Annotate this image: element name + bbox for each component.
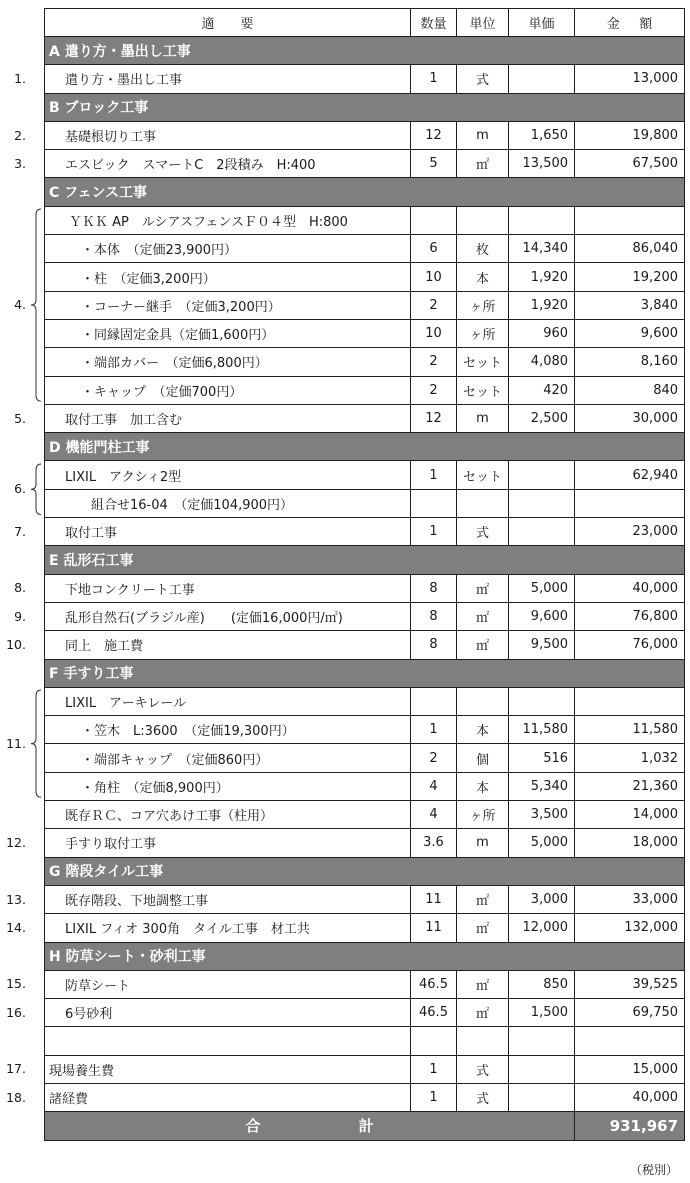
left-brace: [29, 689, 43, 798]
item-quantity: 8: [411, 631, 457, 659]
item-unit: m: [457, 404, 509, 432]
item-amount: 76,800: [575, 602, 685, 630]
item-quantity: 4: [411, 772, 457, 800]
table-row: [45, 829, 685, 857]
blank-cell: [575, 1027, 685, 1055]
item-amount: 62,940: [575, 461, 685, 489]
item-unit-price: [509, 1083, 575, 1111]
item-description: ・コーナー継手 （定価3,200円）: [45, 291, 411, 319]
table-row: [45, 687, 685, 715]
section-header-row: [45, 659, 685, 687]
table-row: [45, 319, 685, 347]
item-description: 手すり取付工事: [45, 829, 411, 857]
table-row: [45, 518, 685, 546]
total-row: [45, 1112, 685, 1140]
header-row: [45, 9, 685, 37]
item-amount: [575, 489, 685, 517]
row-number: 9.: [14, 608, 26, 624]
total-amount: 931,967: [575, 1112, 685, 1140]
item-unit: 式: [457, 1083, 509, 1111]
table-row: [45, 65, 685, 93]
item-amount: 23,000: [575, 518, 685, 546]
item-unit-price: 2,500: [509, 404, 575, 432]
item-unit-price: 5,000: [509, 829, 575, 857]
item-quantity: 4: [411, 801, 457, 829]
item-description: 現場養生費: [45, 1055, 411, 1083]
item-unit-price: [509, 518, 575, 546]
table-row: [45, 376, 685, 404]
item-unit-price: 1,650: [509, 121, 575, 149]
row-number: 5.: [14, 410, 26, 426]
item-quantity: 1: [411, 461, 457, 489]
item-quantity: 8: [411, 574, 457, 602]
section-header-row: [45, 433, 685, 461]
item-description: ・端部カバー （定価6,800円）: [45, 348, 411, 376]
table-row: [45, 235, 685, 263]
item-amount: 1,032: [575, 744, 685, 772]
item-unit: 個: [457, 744, 509, 772]
item-quantity: 2: [411, 744, 457, 772]
item-unit-price: 1,500: [509, 999, 575, 1027]
total-label-1: 合: [245, 1117, 261, 1136]
item-description: 取付工事 加工含む: [45, 404, 411, 432]
item-unit: ㎡: [457, 602, 509, 630]
table-row: [45, 121, 685, 149]
item-description: 取付工事: [45, 518, 411, 546]
blank-cell: [45, 1027, 411, 1055]
table-row: [45, 885, 685, 913]
item-amount: [575, 687, 685, 715]
row-number: 1.: [14, 70, 26, 86]
item-amount: 3,840: [575, 291, 685, 319]
item-unit: 式: [457, 65, 509, 93]
table-row: [45, 631, 685, 659]
item-quantity: 1: [411, 716, 457, 744]
item-amount: [575, 206, 685, 234]
section-title: H 防草シート・砂利工事: [45, 942, 685, 970]
item-amount: 19,200: [575, 263, 685, 291]
item-unit-price: 11,580: [509, 716, 575, 744]
item-unit: 本: [457, 772, 509, 800]
item-amount: 14,000: [575, 801, 685, 829]
item-amount: 132,000: [575, 914, 685, 942]
item-unit-price: 5,000: [509, 574, 575, 602]
table-row: [45, 404, 685, 432]
section-title: G 階段タイル工事: [45, 857, 685, 885]
item-amount: 18,000: [575, 829, 685, 857]
item-description: LIXIL フィオ 300角 タイル工事 材工共: [45, 914, 411, 942]
item-unit-price: 5,340: [509, 772, 575, 800]
item-unit-price: [509, 461, 575, 489]
row-number: 4.: [14, 297, 26, 313]
table-row: [45, 150, 685, 178]
row-number: 18.: [6, 1089, 26, 1105]
row-number: 17.: [6, 1061, 26, 1077]
col-header-unit: 単位: [457, 9, 509, 37]
item-quantity: 46.5: [411, 999, 457, 1027]
item-unit: ㎡: [457, 150, 509, 178]
item-unit-price: 4,080: [509, 348, 575, 376]
item-description: ・本体 （定価23,900円）: [45, 235, 411, 263]
section-header-row: [45, 37, 685, 65]
item-quantity: 1: [411, 1055, 457, 1083]
table-row: [45, 999, 685, 1027]
item-unit: ヶ所: [457, 291, 509, 319]
item-description: ・笠木 L:3600 （定価19,300円）: [45, 716, 411, 744]
item-unit-price: [509, 687, 575, 715]
item-unit-price: 516: [509, 744, 575, 772]
item-quantity: 46.5: [411, 970, 457, 998]
item-quantity: 2: [411, 291, 457, 319]
item-quantity: 10: [411, 263, 457, 291]
col-header-amount: 金額: [575, 9, 685, 37]
item-description: 既存階段、下地調整工事: [45, 885, 411, 913]
item-unit: ヶ所: [457, 801, 509, 829]
item-quantity: 1: [411, 65, 457, 93]
item-unit-price: [509, 489, 575, 517]
section-header-row: [45, 942, 685, 970]
item-unit-price: [509, 206, 575, 234]
item-quantity: 12: [411, 121, 457, 149]
item-amount: 39,525: [575, 970, 685, 998]
item-unit: ヶ所: [457, 319, 509, 347]
item-amount: 40,000: [575, 1083, 685, 1111]
item-description: エスビック スマートC 2段積み H:400: [45, 150, 411, 178]
item-description: LIXIL アーキレール: [45, 687, 411, 715]
item-quantity: [411, 687, 457, 715]
item-unit-price: 960: [509, 319, 575, 347]
section-title: F 手すり工事: [45, 659, 685, 687]
item-unit: ㎡: [457, 970, 509, 998]
item-description: 基礎根切り工事: [45, 121, 411, 149]
table-row: [45, 461, 685, 489]
item-amount: 840: [575, 376, 685, 404]
section-header-row: [45, 857, 685, 885]
item-amount: 67,500: [575, 150, 685, 178]
item-description: 下地コンクリート工事: [45, 574, 411, 602]
item-unit-price: 3,500: [509, 801, 575, 829]
item-unit: 本: [457, 263, 509, 291]
item-amount: 8,160: [575, 348, 685, 376]
table-row: [45, 744, 685, 772]
item-description: ・角柱 （定価8,900円）: [45, 772, 411, 800]
row-number: 16.: [6, 1004, 26, 1020]
blank-cell: [509, 1027, 575, 1055]
item-unit: セット: [457, 461, 509, 489]
item-amount: 33,000: [575, 885, 685, 913]
item-amount: 11,580: [575, 716, 685, 744]
item-description: ＹＫＫ AP ルシアスフェンスＦ０４型 H:800: [45, 206, 411, 234]
table-row: [45, 970, 685, 998]
table-row: [45, 1055, 685, 1083]
item-unit-price: 1,920: [509, 291, 575, 319]
table-row: [45, 263, 685, 291]
item-unit-price: 9,500: [509, 631, 575, 659]
item-unit: 式: [457, 1055, 509, 1083]
item-unit-price: 3,000: [509, 885, 575, 913]
item-description: 乱形自然石(ブラジル産) (定価16,000円/㎡): [45, 602, 411, 630]
item-unit-price: 1,920: [509, 263, 575, 291]
item-unit: ㎡: [457, 574, 509, 602]
table-row: [45, 602, 685, 630]
item-quantity: 1: [411, 1083, 457, 1111]
table-row: [45, 206, 685, 234]
table-row: [45, 489, 685, 517]
item-quantity: 3.6: [411, 829, 457, 857]
item-amount: 69,750: [575, 999, 685, 1027]
estimate-table: [44, 8, 685, 1141]
item-quantity: 11: [411, 914, 457, 942]
item-quantity: 8: [411, 602, 457, 630]
table-row: [45, 772, 685, 800]
item-unit-price: [509, 65, 575, 93]
item-amount: 19,800: [575, 121, 685, 149]
col-header-qty: 数量: [411, 9, 457, 37]
item-unit: [457, 687, 509, 715]
item-quantity: [411, 489, 457, 517]
item-quantity: 5: [411, 150, 457, 178]
item-unit: [457, 489, 509, 517]
item-unit-price: 420: [509, 376, 575, 404]
col-header-price: 単価: [509, 9, 575, 37]
section-header-row: [45, 546, 685, 574]
table-row: [45, 716, 685, 744]
item-description: 諸経費: [45, 1083, 411, 1111]
item-amount: 40,000: [575, 574, 685, 602]
item-unit-price: [509, 1055, 575, 1083]
item-amount: 15,000: [575, 1055, 685, 1083]
row-number: 2.: [14, 127, 26, 143]
row-number-column: [0, 0, 40, 1183]
section-title: A 遣り方・墨出し工事: [45, 37, 685, 65]
item-amount: 9,600: [575, 319, 685, 347]
row-number: 10.: [6, 636, 26, 652]
item-description: 防草シート: [45, 970, 411, 998]
section-title: D 機能門柱工事: [45, 433, 685, 461]
item-amount: 30,000: [575, 404, 685, 432]
row-number: 14.: [6, 919, 26, 935]
left-brace: [29, 463, 43, 516]
item-unit-price: 13,500: [509, 150, 575, 178]
section-title: B ブロック工事: [45, 93, 685, 121]
item-unit-price: 14,340: [509, 235, 575, 263]
item-quantity: 1: [411, 518, 457, 546]
table-row: [45, 574, 685, 602]
item-unit-price: 850: [509, 970, 575, 998]
item-unit: ㎡: [457, 999, 509, 1027]
item-unit-price: 9,600: [509, 602, 575, 630]
left-brace: [29, 208, 43, 402]
item-description: 6号砂利: [45, 999, 411, 1027]
tax-note: （税別）: [629, 1163, 678, 1177]
item-description: 遣り方・墨出し工事: [45, 65, 411, 93]
item-amount: 21,360: [575, 772, 685, 800]
item-quantity: 6: [411, 235, 457, 263]
item-unit: ㎡: [457, 885, 509, 913]
item-quantity: 2: [411, 376, 457, 404]
blank-cell: [457, 1027, 509, 1055]
blank-cell: [411, 1027, 457, 1055]
row-number: 13.: [6, 891, 26, 907]
section-title: E 乱形石工事: [45, 546, 685, 574]
item-description: 組合せ16-04 （定価104,900円）: [45, 489, 411, 517]
item-unit: セット: [457, 348, 509, 376]
item-unit: ㎡: [457, 914, 509, 942]
section-header-row: [45, 93, 685, 121]
item-amount: 86,040: [575, 235, 685, 263]
table-row: [45, 291, 685, 319]
section-header-row: [45, 178, 685, 206]
row-number: 6.: [14, 481, 26, 497]
item-quantity: 10: [411, 319, 457, 347]
col-header-description: 適要: [45, 9, 411, 37]
item-description: ・端部キャップ （定価860円）: [45, 744, 411, 772]
item-quantity: 2: [411, 348, 457, 376]
item-unit: [457, 206, 509, 234]
row-number: 8.: [14, 580, 26, 596]
row-number: 3.: [14, 155, 26, 171]
table-row: [45, 1083, 685, 1111]
item-description: ・キャップ （定価700円）: [45, 376, 411, 404]
total-label: [45, 1112, 575, 1140]
blank-row: [45, 1027, 685, 1055]
item-description: 同上 施工費: [45, 631, 411, 659]
total-label-2: 計: [358, 1117, 374, 1136]
table-row: [45, 348, 685, 376]
item-quantity: [411, 206, 457, 234]
row-number: 11.: [6, 735, 26, 751]
item-description: ・同縁固定金具（定価1,600円）: [45, 319, 411, 347]
item-description: ・柱 （定価3,200円）: [45, 263, 411, 291]
item-unit: 本: [457, 716, 509, 744]
item-unit: セット: [457, 376, 509, 404]
item-quantity: 12: [411, 404, 457, 432]
row-number: 15.: [6, 976, 26, 992]
section-title: C フェンス工事: [45, 178, 685, 206]
item-unit: 式: [457, 518, 509, 546]
item-amount: 76,000: [575, 631, 685, 659]
item-description: 既存ＲＣ、コア穴あけ工事（柱用）: [45, 801, 411, 829]
row-number: 12.: [6, 834, 26, 850]
item-quantity: 11: [411, 885, 457, 913]
row-number: 7.: [14, 523, 26, 539]
item-unit: m: [457, 121, 509, 149]
item-unit: ㎡: [457, 631, 509, 659]
item-description: LIXIL アクシィ2型: [45, 461, 411, 489]
table-row: [45, 801, 685, 829]
item-unit-price: 12,000: [509, 914, 575, 942]
item-unit: 枚: [457, 235, 509, 263]
table-row: [45, 914, 685, 942]
item-amount: 13,000: [575, 65, 685, 93]
item-unit: m: [457, 829, 509, 857]
